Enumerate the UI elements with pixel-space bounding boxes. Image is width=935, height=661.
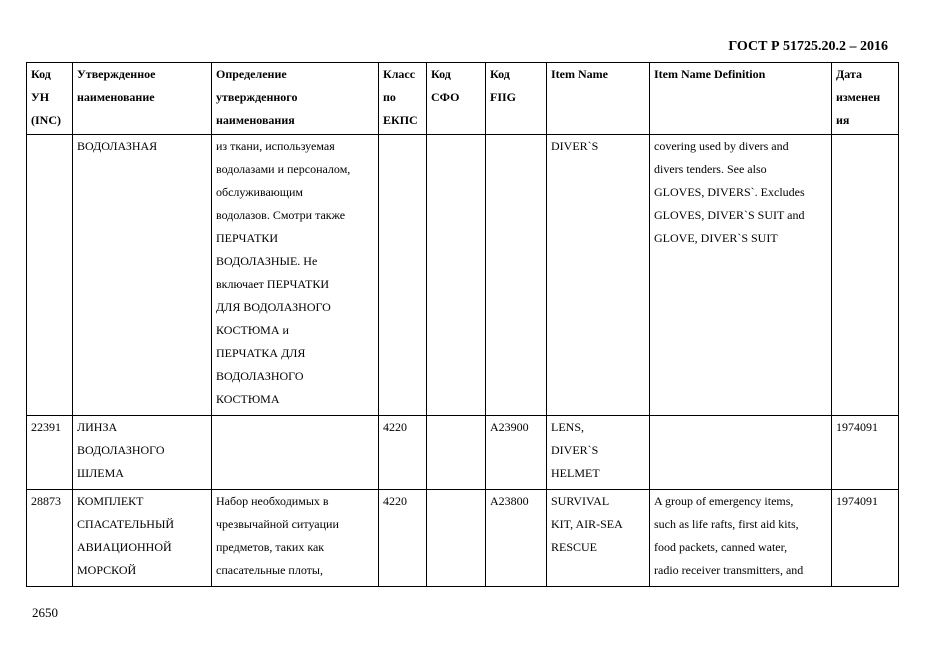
- cell-name-definition: [212, 490, 379, 587]
- cell-name-definition: [212, 416, 379, 490]
- header-text-line: Item Name: [551, 67, 608, 81]
- cell-text-line: из ткани, используемая: [216, 139, 335, 153]
- cell-text-line: МОРСКОЙ: [77, 563, 137, 577]
- header-text-line: УН: [31, 90, 50, 104]
- cell-item-name-definition: [650, 490, 832, 587]
- header-text-line: наименования: [216, 113, 295, 127]
- cell-text-line: КОМПЛЕКТ: [77, 494, 144, 508]
- cell-text-line: ДЛЯ ВОДОЛАЗНОГО: [216, 300, 331, 314]
- cell-text-line: СПАСАТЕЛЬНЫЙ: [77, 517, 175, 531]
- cell-text-line: ПЕРЧАТКА ДЛЯ: [216, 346, 306, 360]
- header-text-line: СФО: [431, 90, 460, 104]
- cell-fiig-code: [486, 416, 547, 490]
- cell-text-line: 1974091: [836, 494, 878, 508]
- cell-text-line: ЛИНЗА: [77, 420, 118, 434]
- cell-text-line: KIT, AIR-SEA: [551, 517, 623, 531]
- cell-ekps-class: [379, 490, 427, 587]
- cell-ekps-class: [379, 135, 427, 416]
- cell-text-line: ВОДОЛАЗНОГО: [216, 369, 304, 383]
- header-text-line: по: [383, 90, 396, 104]
- cell-text-line: 4220: [383, 494, 407, 508]
- header-text-line: FIIG: [490, 90, 517, 104]
- cell-text-line: ВОДОЛАЗНОГО: [77, 443, 165, 457]
- col-header-inc-code: [27, 63, 73, 135]
- table-row: [27, 490, 899, 587]
- cell-text-line: A group of emergency items,: [654, 494, 794, 508]
- cell-text-line: radio receiver transmitters, and: [654, 563, 804, 577]
- header-text-line: (INC): [31, 113, 61, 127]
- cell-text-line: АВИАЦИОННОЙ: [77, 540, 172, 554]
- catalog-table: [26, 62, 899, 587]
- cell-text-line: 28873: [31, 494, 61, 508]
- col-header-fiig-code: [486, 63, 547, 135]
- cell-text-line: HELMET: [551, 466, 600, 480]
- header-text-line: изменен: [836, 90, 881, 104]
- cell-text-line: включает ПЕРЧАТКИ: [216, 277, 330, 291]
- cell-text-line: such as life rafts, first aid kits,: [654, 517, 799, 531]
- cell-text-line: 22391: [31, 420, 61, 434]
- cell-approved-name: [73, 416, 212, 490]
- col-header-change-date: [832, 63, 899, 135]
- cell-text-line: чрезвычайной ситуации: [216, 517, 339, 531]
- cell-sfo-code: [427, 135, 486, 416]
- header-text-line: Код: [31, 67, 51, 81]
- cell-sfo-code: [427, 416, 486, 490]
- cell-inc-code: [27, 490, 73, 587]
- col-header-item-name: [547, 63, 650, 135]
- cell-text-line: food packets, canned water,: [654, 540, 788, 554]
- col-header-ekps-class: [379, 63, 427, 135]
- cell-sfo-code: [427, 490, 486, 587]
- cell-change-date: [832, 490, 899, 587]
- header-text-line: Item Name Definition: [654, 67, 766, 81]
- header-text-line: Дата: [836, 67, 862, 81]
- cell-text-line: 1974091: [836, 420, 878, 434]
- cell-change-date: [832, 416, 899, 490]
- col-header-item-name-definition: [650, 63, 832, 135]
- page-number: 2650: [32, 605, 58, 620]
- cell-text-line: LENS,: [551, 420, 584, 434]
- cell-fiig-code: [486, 135, 547, 416]
- cell-item-name: [547, 416, 650, 490]
- cell-text-line: GLOVES, DIVER`S SUIT and: [654, 208, 805, 222]
- cell-ekps-class: [379, 416, 427, 490]
- cell-text-line: divers tenders. See also: [654, 162, 767, 176]
- cell-text-line: КОСТЮМА и: [216, 323, 289, 337]
- cell-text-line: DIVER`S: [551, 139, 599, 153]
- cell-inc-code: [27, 135, 73, 416]
- cell-text-line: водолазов. Смотри также: [216, 208, 346, 222]
- cell-text-line: DIVER`S: [551, 443, 599, 457]
- cell-text-line: ПЕРЧАТКИ: [216, 231, 279, 245]
- cell-item-name-definition: [650, 416, 832, 490]
- col-header-approved-name: [73, 63, 212, 135]
- cell-name-definition: [212, 135, 379, 416]
- cell-text-line: GLOVES, DIVERS`. Excludes: [654, 185, 805, 199]
- cell-text-line: Набор необходимых в: [216, 494, 329, 508]
- cell-text-line: предметов, таких как: [216, 540, 325, 554]
- header-text-line: наименование: [77, 90, 155, 104]
- cell-text-line: covering used by divers and: [654, 139, 789, 153]
- standard-designation: ГОСТ Р 51725.20.2 – 2016: [728, 39, 888, 54]
- header-text-line: ия: [836, 113, 850, 127]
- cell-inc-code: [27, 416, 73, 490]
- cell-text-line: ШЛЕМА: [77, 466, 124, 480]
- cell-item-name-definition: [650, 135, 832, 416]
- col-header-sfo-code: [427, 63, 486, 135]
- table-row: [27, 416, 899, 490]
- cell-text-line: ВОДОЛАЗНАЯ: [77, 139, 158, 153]
- cell-text-line: обслуживающим: [216, 185, 304, 199]
- cell-item-name: [547, 490, 650, 587]
- cell-text-line: КОСТЮМА: [216, 392, 280, 406]
- cell-change-date: [832, 135, 899, 416]
- cell-text-line: водолазами и персоналом,: [216, 162, 351, 176]
- header-text-line: Утвержденное: [77, 67, 156, 81]
- cell-text-line: спасательные плоты,: [216, 563, 323, 577]
- cell-text-line: A23900: [490, 420, 529, 434]
- cell-text-line: SURVIVAL: [551, 494, 610, 508]
- cell-text-line: 4220: [383, 420, 407, 434]
- table-row: [27, 135, 899, 416]
- cell-text-line: A23800: [490, 494, 529, 508]
- cell-text-line: ВОДОЛАЗНЫЕ. Не: [216, 254, 318, 268]
- cell-item-name: [547, 135, 650, 416]
- cell-approved-name: [73, 135, 212, 416]
- header-text-line: Определение: [216, 67, 287, 81]
- cell-fiig-code: [486, 490, 547, 587]
- header-text-line: Код: [431, 67, 451, 81]
- cell-text-line: GLOVE, DIVER`S SUIT: [654, 231, 778, 245]
- table-header-row: [27, 63, 899, 135]
- col-header-name-definition: [212, 63, 379, 135]
- cell-approved-name: [73, 490, 212, 587]
- header-text-line: ЕКПС: [383, 113, 418, 127]
- header-text-line: утвержденного: [216, 90, 298, 104]
- header-text-line: Код: [490, 67, 510, 81]
- header-text-line: Класс: [383, 67, 416, 81]
- cell-text-line: RESCUE: [551, 540, 598, 554]
